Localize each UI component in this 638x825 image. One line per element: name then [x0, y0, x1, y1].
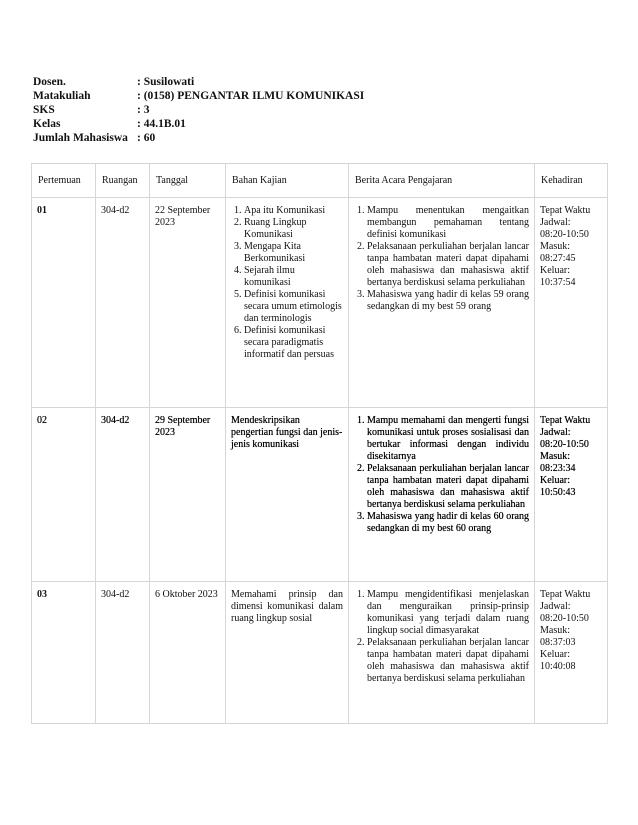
kehadiran-masuk-label: Masuk:: [540, 451, 570, 462]
list-item: 1. Apa itu Komunikasi: [244, 205, 343, 217]
table-row: [32, 582, 608, 724]
list-item: 6. Definisi komunikasi secara paradigmatis informatif dan persuas: [244, 325, 343, 361]
berita-list: [354, 415, 529, 535]
kehadiran-jadwal-value: 08:20-10:50: [540, 439, 589, 450]
header-row-kelas: [33, 117, 364, 131]
kehadiran-masuk-value: 08:23:34: [540, 463, 576, 474]
col-header-pertemuan: Pertemuan: [32, 164, 96, 198]
kehadiran-jadwal-label: Jadwal:: [540, 427, 571, 438]
kehadiran-masuk-label: Masuk:: [540, 625, 570, 636]
cell-berita-acara: [349, 408, 535, 582]
berita-list: [354, 589, 529, 685]
course-header: [33, 75, 364, 145]
kehadiran-keluar-value: 10:37:54: [540, 277, 576, 288]
cell-pertemuan: 01: [32, 198, 96, 408]
kehadiran-keluar-label: Keluar:: [540, 649, 570, 660]
header-row-jumlah: [33, 131, 364, 145]
col-header-bahan-kajian: Bahan Kajian: [226, 164, 349, 198]
header-row-sks: [33, 103, 364, 117]
cell-ruangan: 304-d2: [96, 582, 150, 724]
col-header-tanggal: Tanggal: [150, 164, 226, 198]
cell-pertemuan: 03: [32, 582, 96, 724]
cell-bahan-kajian: Mendeskripsikan pengertian fungsi dan jenis-jenis komunikasi: [226, 408, 349, 582]
kehadiran-status: Tepat Waktu: [540, 415, 591, 426]
col-header-berita-acara: Berita Acara Pengajaran: [349, 164, 535, 198]
sks-label: SKS: [33, 104, 55, 116]
sks-value: : 3: [137, 104, 150, 116]
kehadiran-jadwal-label: Jadwal:: [540, 217, 571, 228]
attendance-table: [31, 163, 608, 724]
kehadiran-keluar-value: 10:50:43: [540, 487, 576, 498]
cell-berita-acara: [349, 582, 535, 724]
dosen-label: Dosen.: [33, 76, 66, 88]
list-item: 3. Mengapa Kita Berkomunikasi: [244, 241, 343, 265]
cell-bahan-kajian: Memahami prinsip dan dimensi komunikasi dalam ruang lingkup sosial: [226, 582, 349, 724]
cell-tanggal: 6 Oktober 2023: [150, 582, 226, 724]
kehadiran-keluar-value: 10:40:08: [540, 661, 576, 672]
kehadiran-masuk-value: 08:27:45: [540, 253, 576, 264]
table-row: [32, 198, 608, 408]
list-item: 1. Mampu menentukan mengaitkan membangun pemahaman tentang definisi komunikasi: [367, 205, 529, 241]
kehadiran-status: Tepat Waktu: [540, 589, 591, 600]
cell-pertemuan: 02: [32, 408, 96, 582]
cell-tanggal: 29 September 2023: [150, 408, 226, 582]
list-item: 2. Pelaksanaan perkuliahan berjalan lancar tanpa hambatan materi dapat dipahami oleh mahasiswa dan mahasiswa aktif bertanya berdiskusi selama perkuliahan: [367, 463, 529, 511]
matakuliah-label: Matakuliah: [33, 90, 91, 102]
table-header-row: [32, 164, 608, 198]
list-item: 2. Pelaksanaan perkuliahan berjalan lancar tanpa hambatan materi dapat dipahami oleh mahasiswa dan mahasiswa aktif bertanya berdiskusi selama perkuliahan: [367, 637, 529, 685]
bahan-list: [231, 205, 343, 361]
list-item: 4. Sejarah ilmu komunikasi: [244, 265, 343, 289]
kehadiran-keluar-label: Keluar:: [540, 265, 570, 276]
kehadiran-masuk-value: 08:37:03: [540, 637, 576, 648]
kelas-value: : 44.1B.01: [137, 118, 186, 130]
kehadiran-jadwal-value: 08:20-10:50: [540, 613, 589, 624]
cell-kehadiran: [535, 582, 608, 724]
col-header-kehadiran: Kehadiran: [535, 164, 608, 198]
berita-list: [354, 205, 529, 313]
header-row-dosen: [33, 75, 364, 89]
kelas-label: Kelas: [33, 118, 61, 130]
cell-ruangan: 304-d2: [96, 198, 150, 408]
list-item: 2. Pelaksanaan perkuliahan berjalan lancar tanpa hambatan materi dapat dipahami oleh mahasiswa dan mahasiswa aktif bertanya berdiskusi selama perkuliahan: [367, 241, 529, 289]
matakuliah-value: : (0158) PENGANTAR ILMU KOMUNIKASI: [137, 90, 365, 102]
kehadiran-keluar-label: Keluar:: [540, 475, 570, 486]
attendance-table-wrapper: [31, 163, 607, 724]
header-row-matakuliah: [33, 89, 364, 103]
list-item: 3. Mahasiswa yang hadir di kelas 60 orang sedangkan di my best 60 orang: [367, 511, 529, 535]
kehadiran-jadwal-label: Jadwal:: [540, 601, 571, 612]
kehadiran-masuk-label: Masuk:: [540, 241, 570, 252]
cell-bahan-kajian: [226, 198, 349, 408]
cell-berita-acara: [349, 198, 535, 408]
list-item: 2. Ruang Lingkup Komunikasi: [244, 217, 343, 241]
cell-kehadiran: [535, 198, 608, 408]
kehadiran-jadwal-value: 08:20-10:50: [540, 229, 589, 240]
cell-kehadiran: [535, 408, 608, 582]
list-item: 1. Mampu memahami dan mengerti fungsi komunikasi untuk proses sosialisasi dan bertukar informasi dengan individu disekitarnya: [367, 415, 529, 463]
col-header-ruangan: Ruangan: [96, 164, 150, 198]
list-item: 3. Mahasiswa yang hadir di kelas 59 orang sedangkan di my best 59 orang: [367, 289, 529, 313]
list-item: 5. Definisi komunikasi secara umum etimologis dan terminologis: [244, 289, 343, 325]
list-item: 1. Mampu mengidentifikasi menjelaskan dan menguraikan prinsip-prinsip komunikasi yang terjadi dalam ruang lingkup social dimasyarakat: [367, 589, 529, 637]
table-row: [32, 408, 608, 582]
kehadiran-status: Tepat Waktu: [540, 205, 591, 216]
cell-tanggal: 22 September 2023: [150, 198, 226, 408]
cell-ruangan: 304-d2: [96, 408, 150, 582]
jumlah-label: Jumlah Mahasiswa: [33, 132, 128, 144]
jumlah-value: : 60: [137, 132, 156, 144]
dosen-value: : Susilowati: [137, 76, 195, 88]
